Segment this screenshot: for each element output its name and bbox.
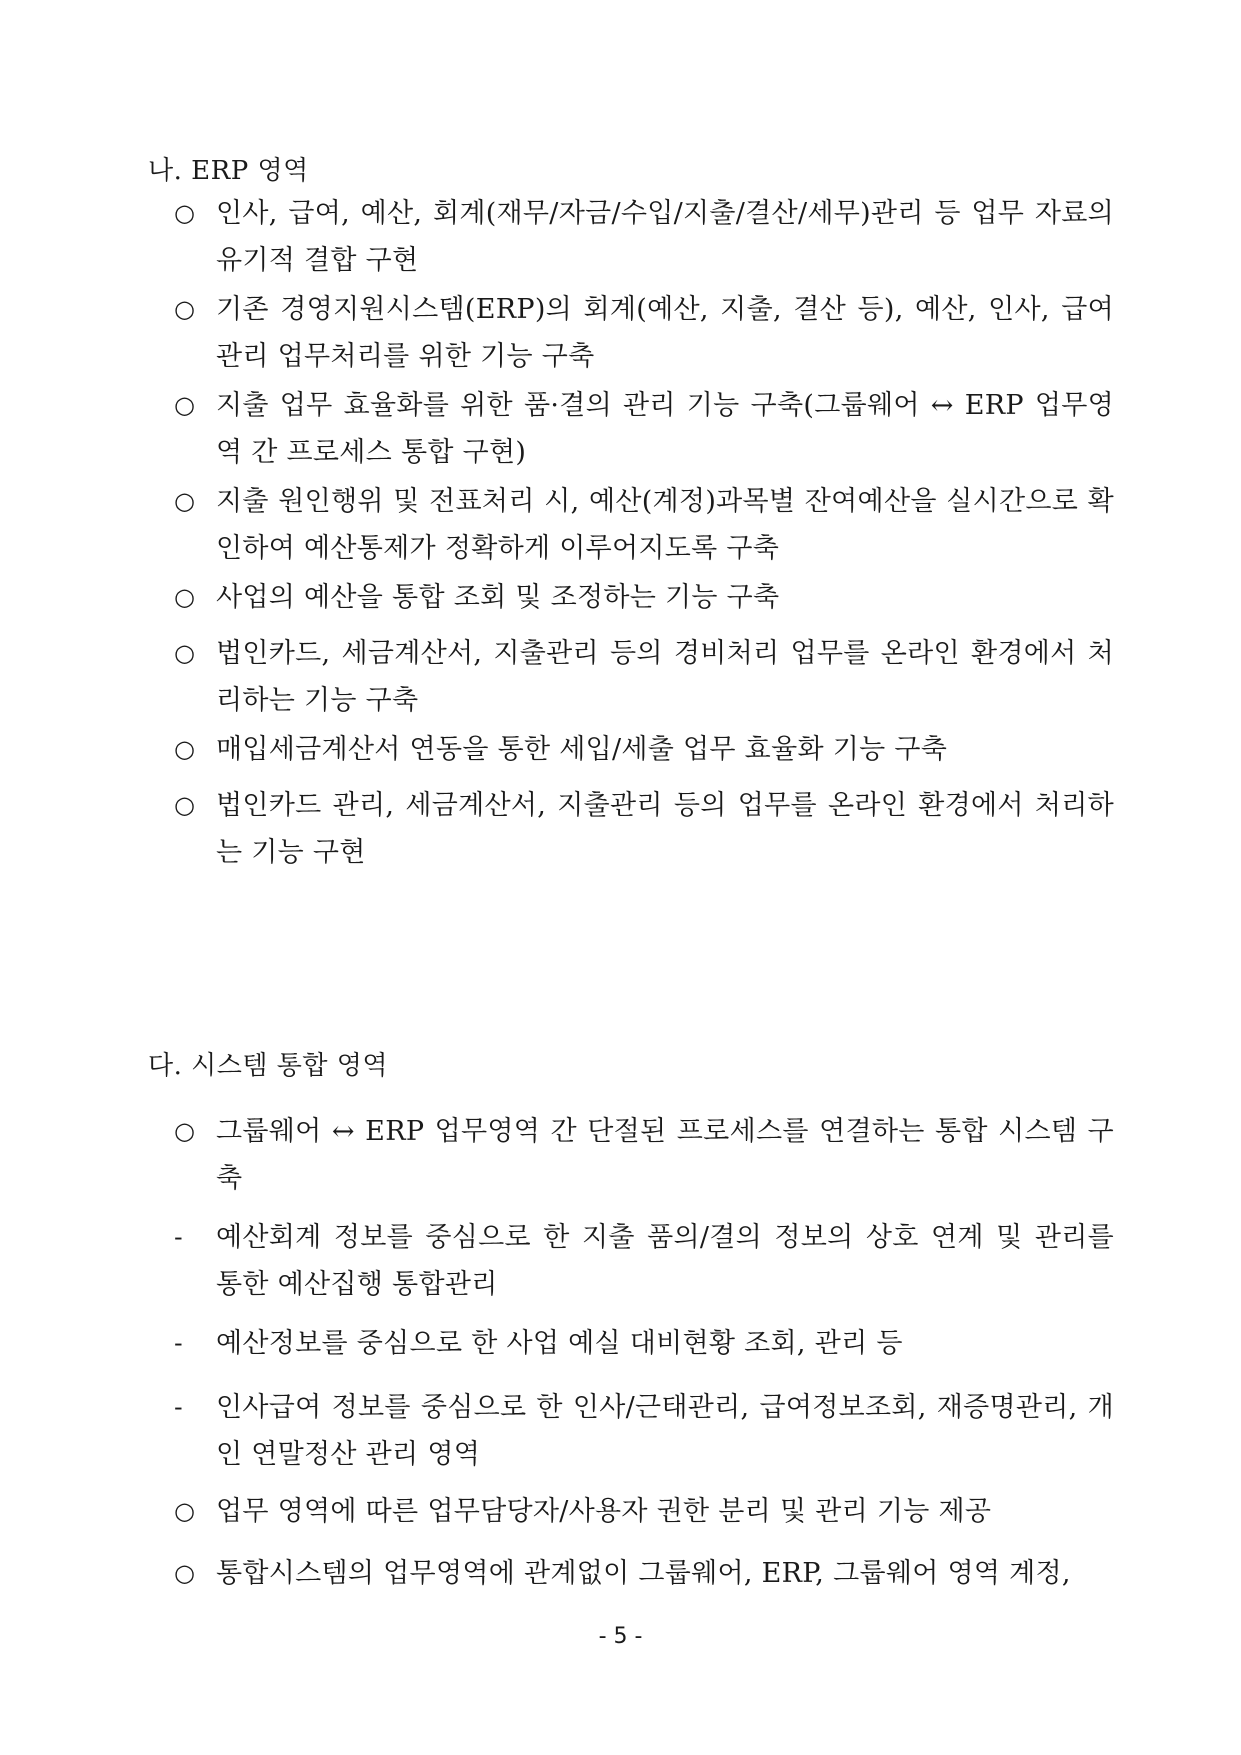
list-item-text: 지출 원인행위 및 전표처리 시, 예산(계정)과목별 잔여예산을 실시간으로 확인하여 예산통제가 정확하게 이루어지도록 구축 bbox=[216, 486, 1114, 564]
list-item-text: 예산회계 정보를 중심으로 한 지출 품의/결의 정보의 상호 연계 및 관리를 통한 예산집행 통합관리 bbox=[216, 1222, 1114, 1300]
list-item bbox=[174, 574, 1114, 621]
list-item bbox=[174, 630, 1114, 724]
list-item bbox=[174, 726, 1114, 773]
list-item bbox=[174, 382, 1114, 476]
circle-bullet-icon: ○ bbox=[174, 583, 195, 611]
list-item-text: 매입세금계산서 연동을 통한 세입/세출 업무 효율화 기능 구축 bbox=[216, 734, 948, 765]
list-item bbox=[174, 1550, 1114, 1597]
list-item bbox=[174, 1488, 1114, 1535]
list-item-text: 인사, 급여, 예산, 회계(재무/자금/수입/지출/결산/세무)관리 등 업무 자료의 유기적 결합 구현 bbox=[216, 198, 1114, 276]
circle-bullet-icon: ○ bbox=[174, 735, 195, 763]
dash-bullet-icon: - bbox=[174, 1223, 183, 1251]
circle-bullet-icon: ○ bbox=[174, 1559, 195, 1587]
circle-bullet-icon: ○ bbox=[174, 791, 195, 819]
circle-bullet-icon: ○ bbox=[174, 487, 195, 515]
list-item-text: 법인카드 관리, 세금계산서, 지출관리 등의 업무를 온라인 환경에서 처리하는 기능 구현 bbox=[216, 790, 1114, 868]
dash-bullet-icon: - bbox=[174, 1329, 183, 1357]
circle-bullet-icon: ○ bbox=[174, 295, 195, 323]
list-item bbox=[174, 190, 1114, 284]
list-item-text: 예산정보를 중심으로 한 사업 예실 대비현황 조회, 관리 등 bbox=[216, 1328, 903, 1359]
list-item-text: 그룹웨어 ↔ ERP 업무영역 간 단절된 프로세스를 연결하는 통합 시스템 구축 bbox=[216, 1116, 1114, 1194]
list-item bbox=[174, 1320, 1114, 1367]
section-c-heading: 다. 시스템 통합 영역 bbox=[148, 1051, 388, 1081]
list-item-text: 지출 업무 효율화를 위한 품·결의 관리 기능 구축(그룹웨어 ↔ ERP 업무영역 간 프로세스 통합 구현) bbox=[216, 390, 1114, 468]
circle-bullet-icon: ○ bbox=[174, 639, 195, 667]
dash-bullet-icon: - bbox=[174, 1393, 183, 1421]
circle-bullet-icon: ○ bbox=[174, 1497, 195, 1525]
list-item bbox=[174, 1108, 1114, 1202]
list-item bbox=[174, 1384, 1114, 1478]
list-item bbox=[174, 782, 1114, 876]
list-item bbox=[174, 478, 1114, 572]
list-item bbox=[174, 1214, 1114, 1308]
list-item-text: 사업의 예산을 통합 조회 및 조정하는 기능 구축 bbox=[216, 582, 780, 613]
list-item bbox=[174, 286, 1114, 380]
page-number: - 5 - bbox=[598, 1624, 643, 1649]
circle-bullet-icon: ○ bbox=[174, 391, 195, 419]
circle-bullet-icon: ○ bbox=[174, 199, 195, 227]
list-item-text: 업무 영역에 따른 업무담당자/사용자 권한 분리 및 관리 기능 제공 bbox=[216, 1496, 992, 1527]
list-item-text: 기존 경영지원시스템(ERP)의 회계(예산, 지출, 결산 등), 예산, 인사, 급여관리 업무처리를 위한 기능 구축 bbox=[216, 294, 1114, 372]
list-item-text: 인사급여 정보를 중심으로 한 인사/근태관리, 급여정보조회, 재증명관리, 개인 연말정산 관리 영역 bbox=[216, 1392, 1114, 1470]
section-b-heading: 나. ERP 영역 bbox=[148, 156, 309, 186]
list-item-text: 통합시스템의 업무영역에 관계없이 그룹웨어, ERP, 그룹웨어 영역 계정, bbox=[216, 1558, 1071, 1589]
circle-bullet-icon: ○ bbox=[174, 1117, 195, 1145]
list-item-text: 법인카드, 세금계산서, 지출관리 등의 경비처리 업무를 온라인 환경에서 처리하는 기능 구축 bbox=[216, 638, 1114, 716]
